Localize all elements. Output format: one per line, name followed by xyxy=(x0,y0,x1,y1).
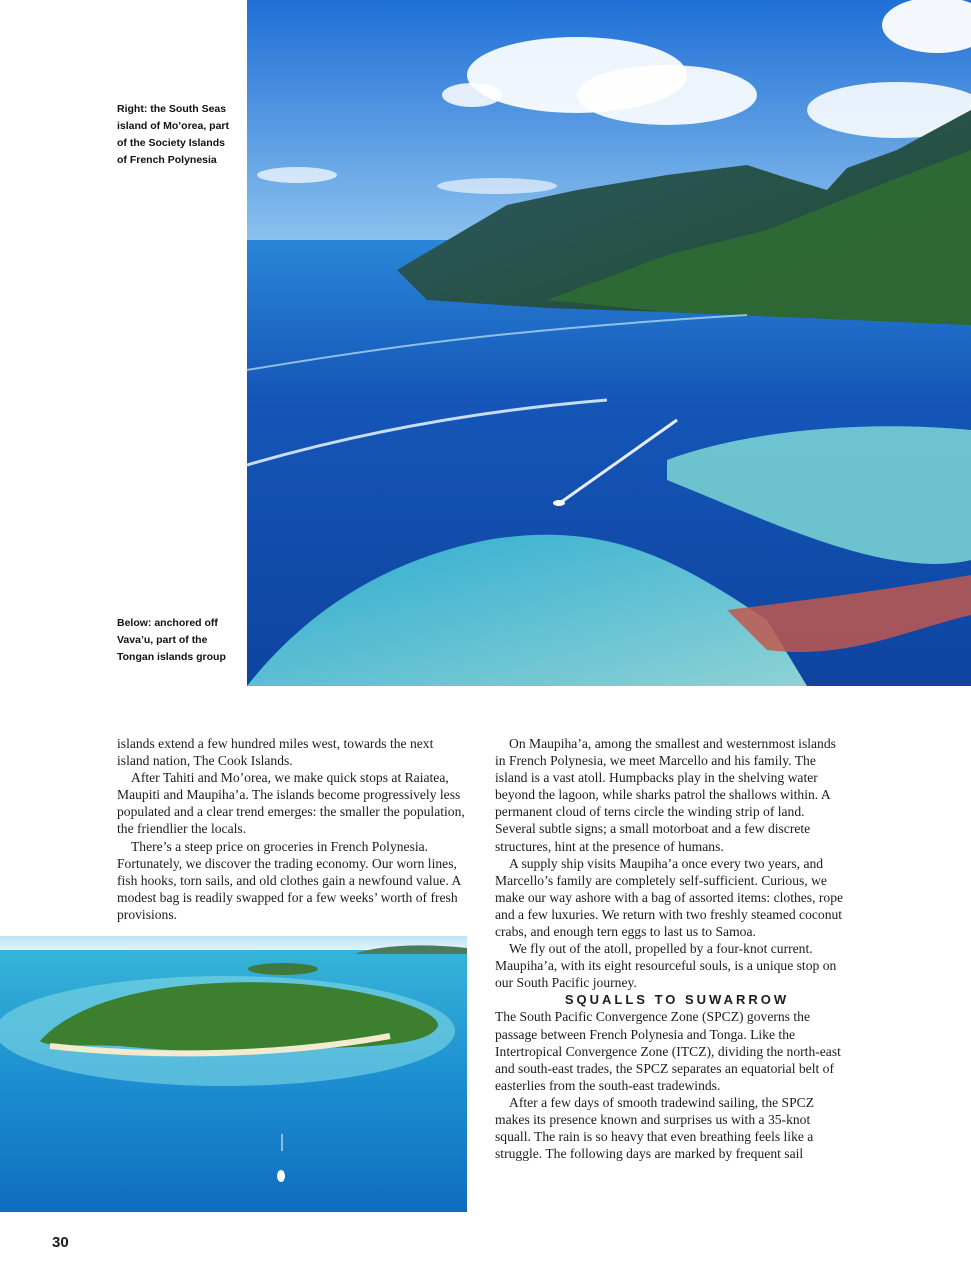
paragraph: After Tahiti and Mo’orea, we make quick stops at Raiatea, Maupiti and Maupiha’a. The islands become progressively less populated and a clear trend emerges: the smaller the population, the friendlier the locals. xyxy=(117,770,465,837)
paragraph: A supply ship visits Maupiha’a once every two years, and Marcello’s family are completely self-sufficient. Curious, we make our way ashore with a bag of assorted items: clothes, rope and a few luxuries. We return with two freshly steamed coconut crabs, and enough tern eggs to last us to Samoa. xyxy=(495,855,844,940)
article-right-column xyxy=(495,735,845,1162)
paragraph: We fly out of the atoll, propelled by a four-knot current. Maupiha’a, with its eight resourceful souls, is a unique stop on our South Pacific journey. xyxy=(495,941,837,991)
paragraph: The South Pacific Convergence Zone (SPCZ) governs the passage between French Polynesia and Tonga. Like the Intertropical Convergence Zone (ITCZ), dividing the north-east and south-east trades, the SPCZ separates an equatorial belt of easterlies from the south-east tradewinds. xyxy=(495,1009,841,1093)
paragraph: After a few days of smooth tradewind sailing, the SPCZ makes its presence known and surprises us with a 35-knot squall. The rain is so heavy that even breathing feels like a struggle. The following days are marked by frequent sail xyxy=(495,1094,815,1162)
section-heading: SQUALLS TO SUWARROW xyxy=(564,992,790,1008)
paragraph: islands extend a few hundred miles west, towards the next island nation, The Cook Islands. xyxy=(117,736,434,769)
page-number: 30 xyxy=(52,1234,69,1251)
article-left-column xyxy=(117,735,467,923)
caption-vavau: Below: anchored off Vava’u, part of the Tongan islands group xyxy=(117,617,226,663)
paragraph: There’s a steep price on groceries in French Polynesia. Fortunately, we discover the trading economy. Our worn lines, fish hooks, torn sails, and old clothes gain a newfound value. A modest bag is readily swapped for a few weeks’ worth of fresh provisions. xyxy=(117,838,461,922)
photo-vavau-island xyxy=(0,936,467,1212)
paragraph: On Maupiha’a, among the smallest and westernmost islands in French Polynesia, we meet Marcello and his family. The island is a vast atoll. Humpbacks play in the shelving water beyond the lagoon, while sharks patrol the shallows within. A permanent cloud of terns circle the winding strip of land. Several subtle signs; a small motorboat and a few discrete structures, hint at the presence of humans. xyxy=(495,736,836,854)
caption-moorea: Right: the South Seas island of Mo’orea, part of the Society Islands of French Polynesia xyxy=(117,103,230,166)
photo-moorea-aerial xyxy=(247,0,971,686)
